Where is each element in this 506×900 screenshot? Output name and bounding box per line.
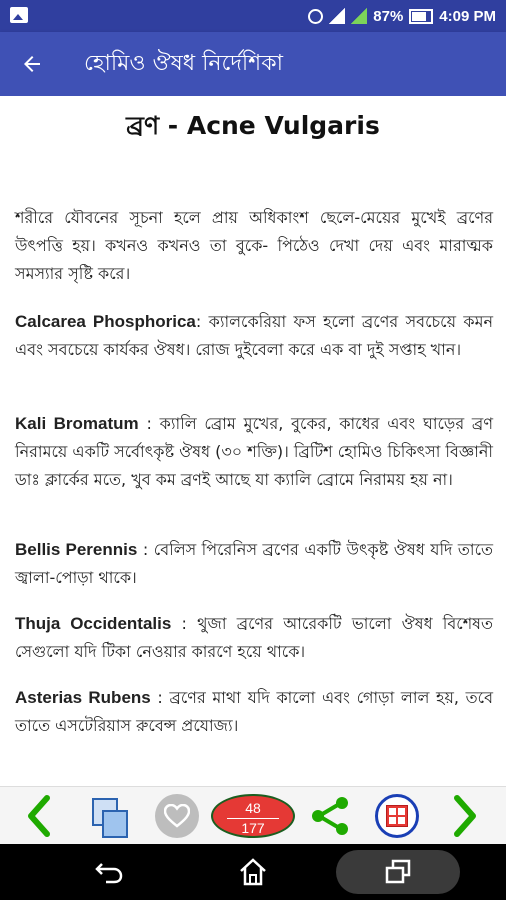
app-bar (0, 32, 506, 96)
remedy-separator: : (137, 540, 154, 559)
home-icon (238, 858, 268, 886)
grid-menu-icon (375, 794, 419, 838)
gallery-icon (10, 7, 28, 23)
signal-icon (329, 8, 345, 24)
remedy-separator: : (171, 614, 198, 633)
menu-grid-button[interactable] (372, 793, 422, 839)
copy-icon (92, 798, 126, 834)
bottom-toolbar (0, 786, 506, 845)
article-title: ব্রণ - Acne Vulgaris (126, 111, 380, 140)
counter-total: 177 (241, 820, 265, 836)
remedy-text: ব্রণের মাথা যদি কালো এবং গোড়া লাল হয়, তবে তাতে এসটেরিয়াস রুবেন্স প্রযোজ্য। (15, 688, 493, 735)
article-intro: শরীরে যৌবনের সূচনা হলে প্রায় অধিকাংশ ছেলে-মেয়ের মুখেই ব্রণের উৎপত্তি হয়। কখনও কখনও তা বুকে- পিঠেও দেখা দেয় এবং মারাত্মক সমস্যার সৃষ্টি করে। (15, 208, 493, 283)
remedy-name: Thuja Occidentalis (15, 614, 172, 633)
article-content[interactable] (0, 96, 506, 786)
remedy-separator: : (150, 688, 170, 707)
chevron-right-icon (451, 794, 481, 838)
back-icon (94, 860, 124, 884)
nav-back-button[interactable] (84, 852, 134, 892)
status-bar-right (308, 6, 496, 26)
share-icon (307, 794, 353, 838)
battery-percent: 87% (373, 7, 404, 25)
signal-icon-2 (351, 8, 367, 24)
remedy-paragraph (15, 410, 493, 494)
remedy-paragraph (15, 610, 493, 666)
remedy-name: Calcarea Phosphorica (15, 312, 196, 331)
next-button[interactable] (446, 793, 486, 839)
favorite-heart-icon (155, 794, 199, 838)
page-counter-badge (211, 794, 295, 838)
app-title: হোমিও ঔষধ নির্দেশিকা (84, 51, 283, 76)
system-nav-bar (0, 844, 506, 900)
clock: 4:09 PM (439, 7, 496, 25)
battery-icon (409, 9, 433, 24)
status-bar (0, 0, 506, 32)
page-counter[interactable] (210, 793, 296, 839)
previous-button[interactable] (18, 793, 58, 839)
remedy-paragraph (15, 536, 493, 592)
remedy-name: Asterias Rubens (15, 688, 151, 707)
share-button[interactable] (304, 793, 356, 839)
copy-button[interactable] (86, 793, 132, 839)
recents-icon (384, 859, 412, 885)
nav-home-button[interactable] (228, 852, 278, 892)
remedy-name: Kali Bromatum (15, 414, 139, 433)
remedy-text: ক্যালকেরিয়া ফস হলো ব্রণের সবচেয়ে কমন এবং সবচেয়ে কার্যকর ঔষধ। রোজ দুইবেলা করে এক বা দুই সপ্তাহ খান। (15, 312, 493, 359)
remedy-separator: : (138, 414, 160, 433)
counter-current: 48 (245, 800, 261, 816)
remedy-separator: : (195, 312, 209, 331)
remedy-text: থুজা ব্রণের আরেকটি ভালো ঔষধ বিশেষত সেগুলো যদি টিকা নেওয়ার কারণে হয়ে থাকে। (15, 614, 494, 661)
remedy-name: Bellis Perennis (15, 540, 138, 559)
favorite-button[interactable] (152, 793, 202, 839)
alarm-icon (308, 9, 323, 24)
nav-recents-button[interactable] (336, 852, 460, 892)
arrow-left-icon[interactable] (14, 46, 50, 82)
remedy-text: বেলিস পিরেনিস ব্রণের একটি উৎকৃষ্ট ঔষধ যদি তাতে জ্বালা-পোড়া থাকে। (15, 540, 494, 587)
remedy-paragraph (15, 308, 493, 364)
remedy-paragraph (15, 684, 493, 740)
chevron-left-icon (23, 794, 53, 838)
remedy-text: ক্যালি ব্রোম মুখের, বুকের, কাধের এবং ঘাড়ের ব্রণ নিরাময়ে একটি সর্বোৎকৃষ্ট ঔষধ (৩০ শক্তি)। ব্রিটিশ হোমিও চিকিৎসা বিজ্ঞানী ডাঃ ক্লার্কের মতে, খুব কম ব্রণই আছে যা ক্যালি ব্রোমে নিরাময় হয় না। (15, 414, 493, 489)
